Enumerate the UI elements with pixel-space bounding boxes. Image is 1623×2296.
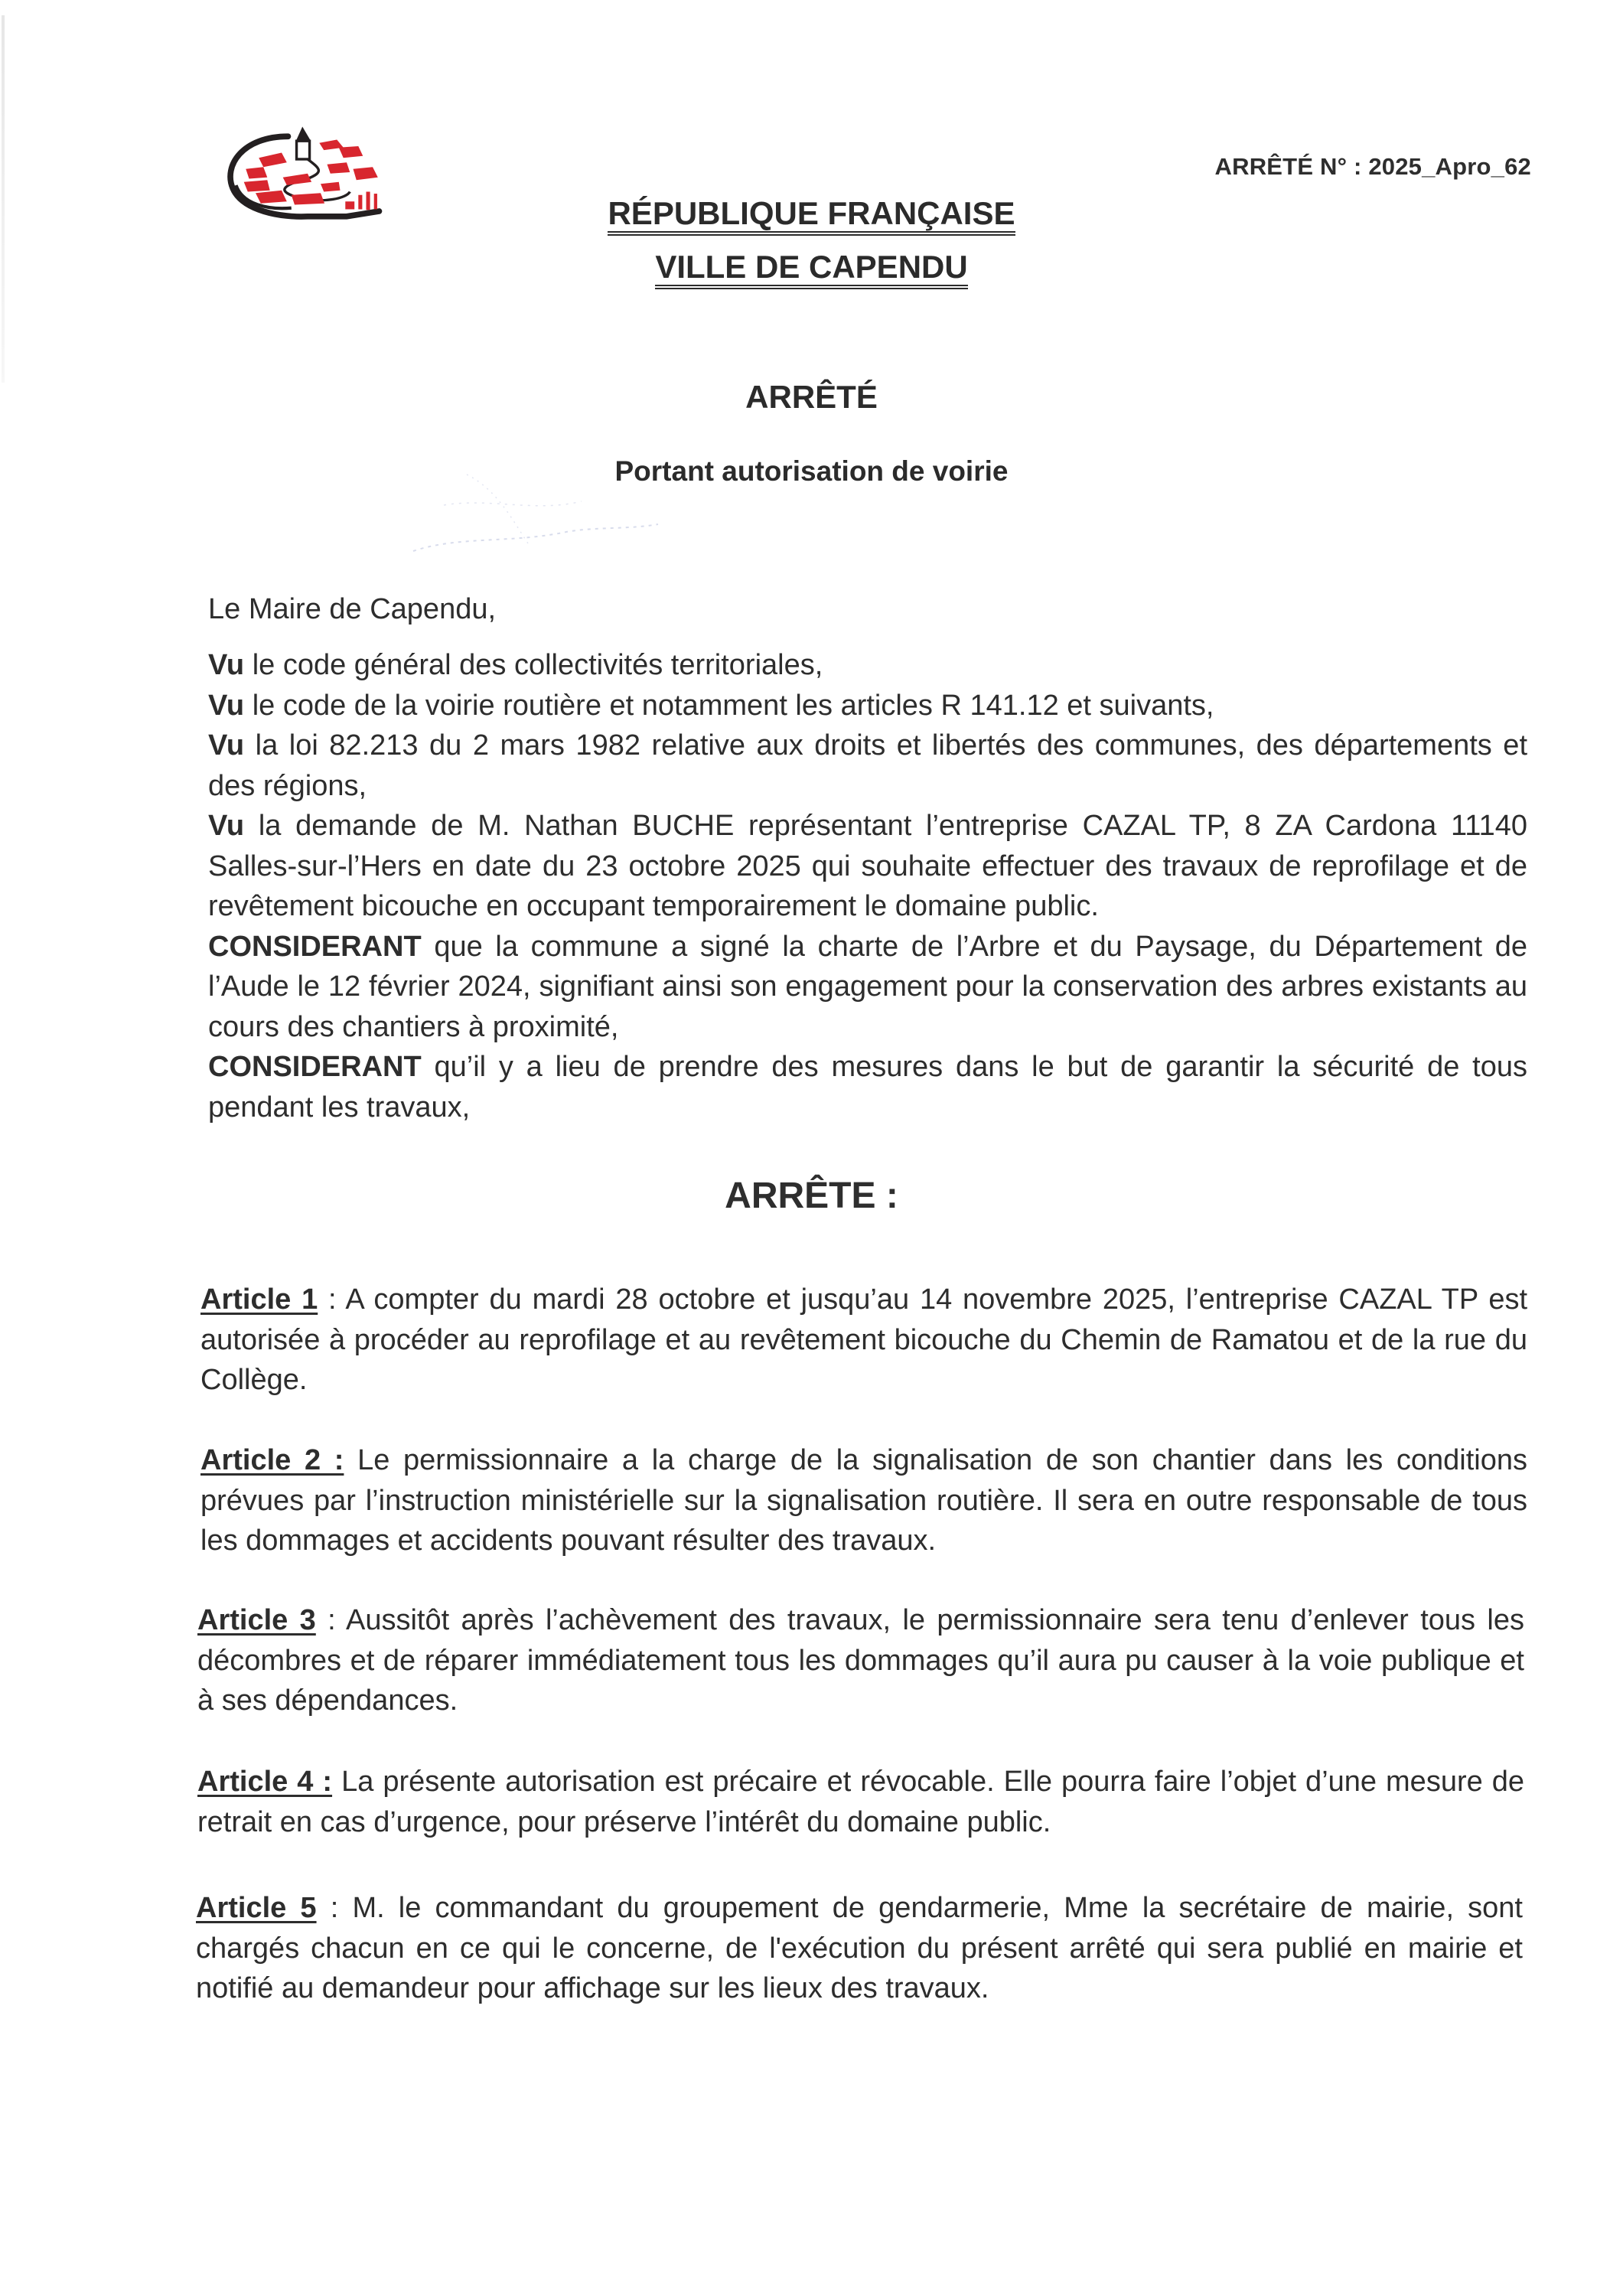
city-heading: VILLE DE CAPENDU xyxy=(655,251,967,289)
article-1 xyxy=(200,1280,1527,1401)
article-label: Article 2 : xyxy=(200,1444,344,1476)
article-5 xyxy=(196,1888,1523,2009)
visas-section xyxy=(208,645,1527,1127)
visa-item xyxy=(208,686,1527,726)
article-text: La présente autorisation est précaire et révocable. Elle pourra faire l’objet d’une mesure de retrait en cas d’urgence, pour préserve l’intérêt du domaine public. xyxy=(197,1766,1525,1838)
visa-label: Vu xyxy=(208,729,245,762)
considerant-label: CONSIDERANT xyxy=(208,1051,422,1083)
visa-text: le code de la voirie routière et notamment les articles R 141.12 et suivants, xyxy=(244,689,1214,722)
article-separator: : xyxy=(318,1283,346,1316)
visa-label: Vu xyxy=(208,649,245,681)
article-separator: : xyxy=(316,1892,353,1924)
decision-heading: ARRÊTE : xyxy=(725,1176,898,1216)
mayor-intro: Le Maire de Capendu, xyxy=(208,593,497,625)
article-text: M. le commandant du groupement de gendarmerie, Mme la secrétaire de mairie, sont chargés chacun en ce qui le concerne, de l'exécution du présent arrêté qui sera publié en mairie et notifié au demandeur pour affichage sur les lieux des travaux. xyxy=(196,1892,1523,2004)
arrete-reference-number: ARRÊTÉ N° : 2025_Apro_62 xyxy=(1214,153,1531,180)
visa-label: Vu xyxy=(208,810,245,842)
considerant-item xyxy=(208,927,1527,1048)
considerant-text: qu’il y a lieu de prendre des mesures dans le but de garantir la sécurité de tous pendant les travaux, xyxy=(208,1051,1527,1124)
article-2 xyxy=(200,1440,1527,1561)
faint-stamp-mark xyxy=(398,459,673,574)
visa-item xyxy=(208,726,1527,806)
header-city xyxy=(0,249,1623,289)
visa-text: le code général des collectivités territoriales, xyxy=(244,649,823,681)
article-label: Article 5 xyxy=(196,1892,317,1924)
article-separator xyxy=(344,1444,357,1476)
header-republic xyxy=(0,195,1623,236)
article-4 xyxy=(197,1762,1524,1842)
article-3 xyxy=(197,1600,1524,1721)
article-separator xyxy=(332,1766,341,1798)
article-text: A compter du mardi 28 octobre et jusqu’au 14 novembre 2025, l’entreprise CAZAL TP est autorisée à procéder au reprofilage et au revêtement bicouche du Chemin de Ramatou et de la rue du Collège. xyxy=(200,1283,1528,1396)
visa-label: Vu xyxy=(208,689,245,722)
considerant-item xyxy=(208,1047,1527,1127)
article-separator: : xyxy=(315,1604,346,1636)
intro-line xyxy=(208,589,1527,630)
article-text: Aussitôt après l’achèvement des travaux, le permissionnaire sera tenu d’enlever tous les décombres et de réparer immédiatement tous les dommages qu’il aura pu causer à la voie publique et à ses dépendances. xyxy=(197,1604,1524,1717)
visa-text: la demande de M. Nathan BUCHE représentant l’entreprise CAZAL TP, 8 ZA Cardona 11140 Salles-sur-l’Hers en date du 23 octobre 2025 qui souhaite effectuer des travaux de reprofilage et de revêtement bicouche en occupant temporairement le domaine public. xyxy=(208,810,1527,922)
document-title: ARRÊTÉ xyxy=(745,379,878,415)
article-label: Article 4 : xyxy=(197,1766,333,1798)
visa-text: la loi 82.213 du 2 mars 1982 relative aux droits et libertés des communes, des départements et des régions, xyxy=(208,729,1527,802)
document-subtitle: Portant autorisation de voirie xyxy=(614,455,1009,487)
article-label: Article 3 xyxy=(197,1604,316,1636)
visa-item xyxy=(208,645,1527,686)
republic-heading: RÉPUBLIQUE FRANÇAISE xyxy=(608,197,1015,236)
considerant-label: CONSIDERANT xyxy=(208,930,422,963)
considerant-text: que la commune a signé la charte de l’Arbre et du Paysage, du Département de l’Aude le 12 février 2024, signifiant ainsi son engagement pour la conservation des arbres existants au cours des chantiers à proximité, xyxy=(208,930,1527,1043)
visa-item xyxy=(208,806,1527,927)
article-text: Le permissionnaire a la charge de la signalisation de son chantier dans les conditions prévues par l’instruction ministérielle sur la signalisation routière. Il sera en outre responsable de tous les dommages et accidents pouvant résulter des travaux. xyxy=(200,1444,1527,1557)
article-label: Article 1 xyxy=(200,1283,318,1316)
